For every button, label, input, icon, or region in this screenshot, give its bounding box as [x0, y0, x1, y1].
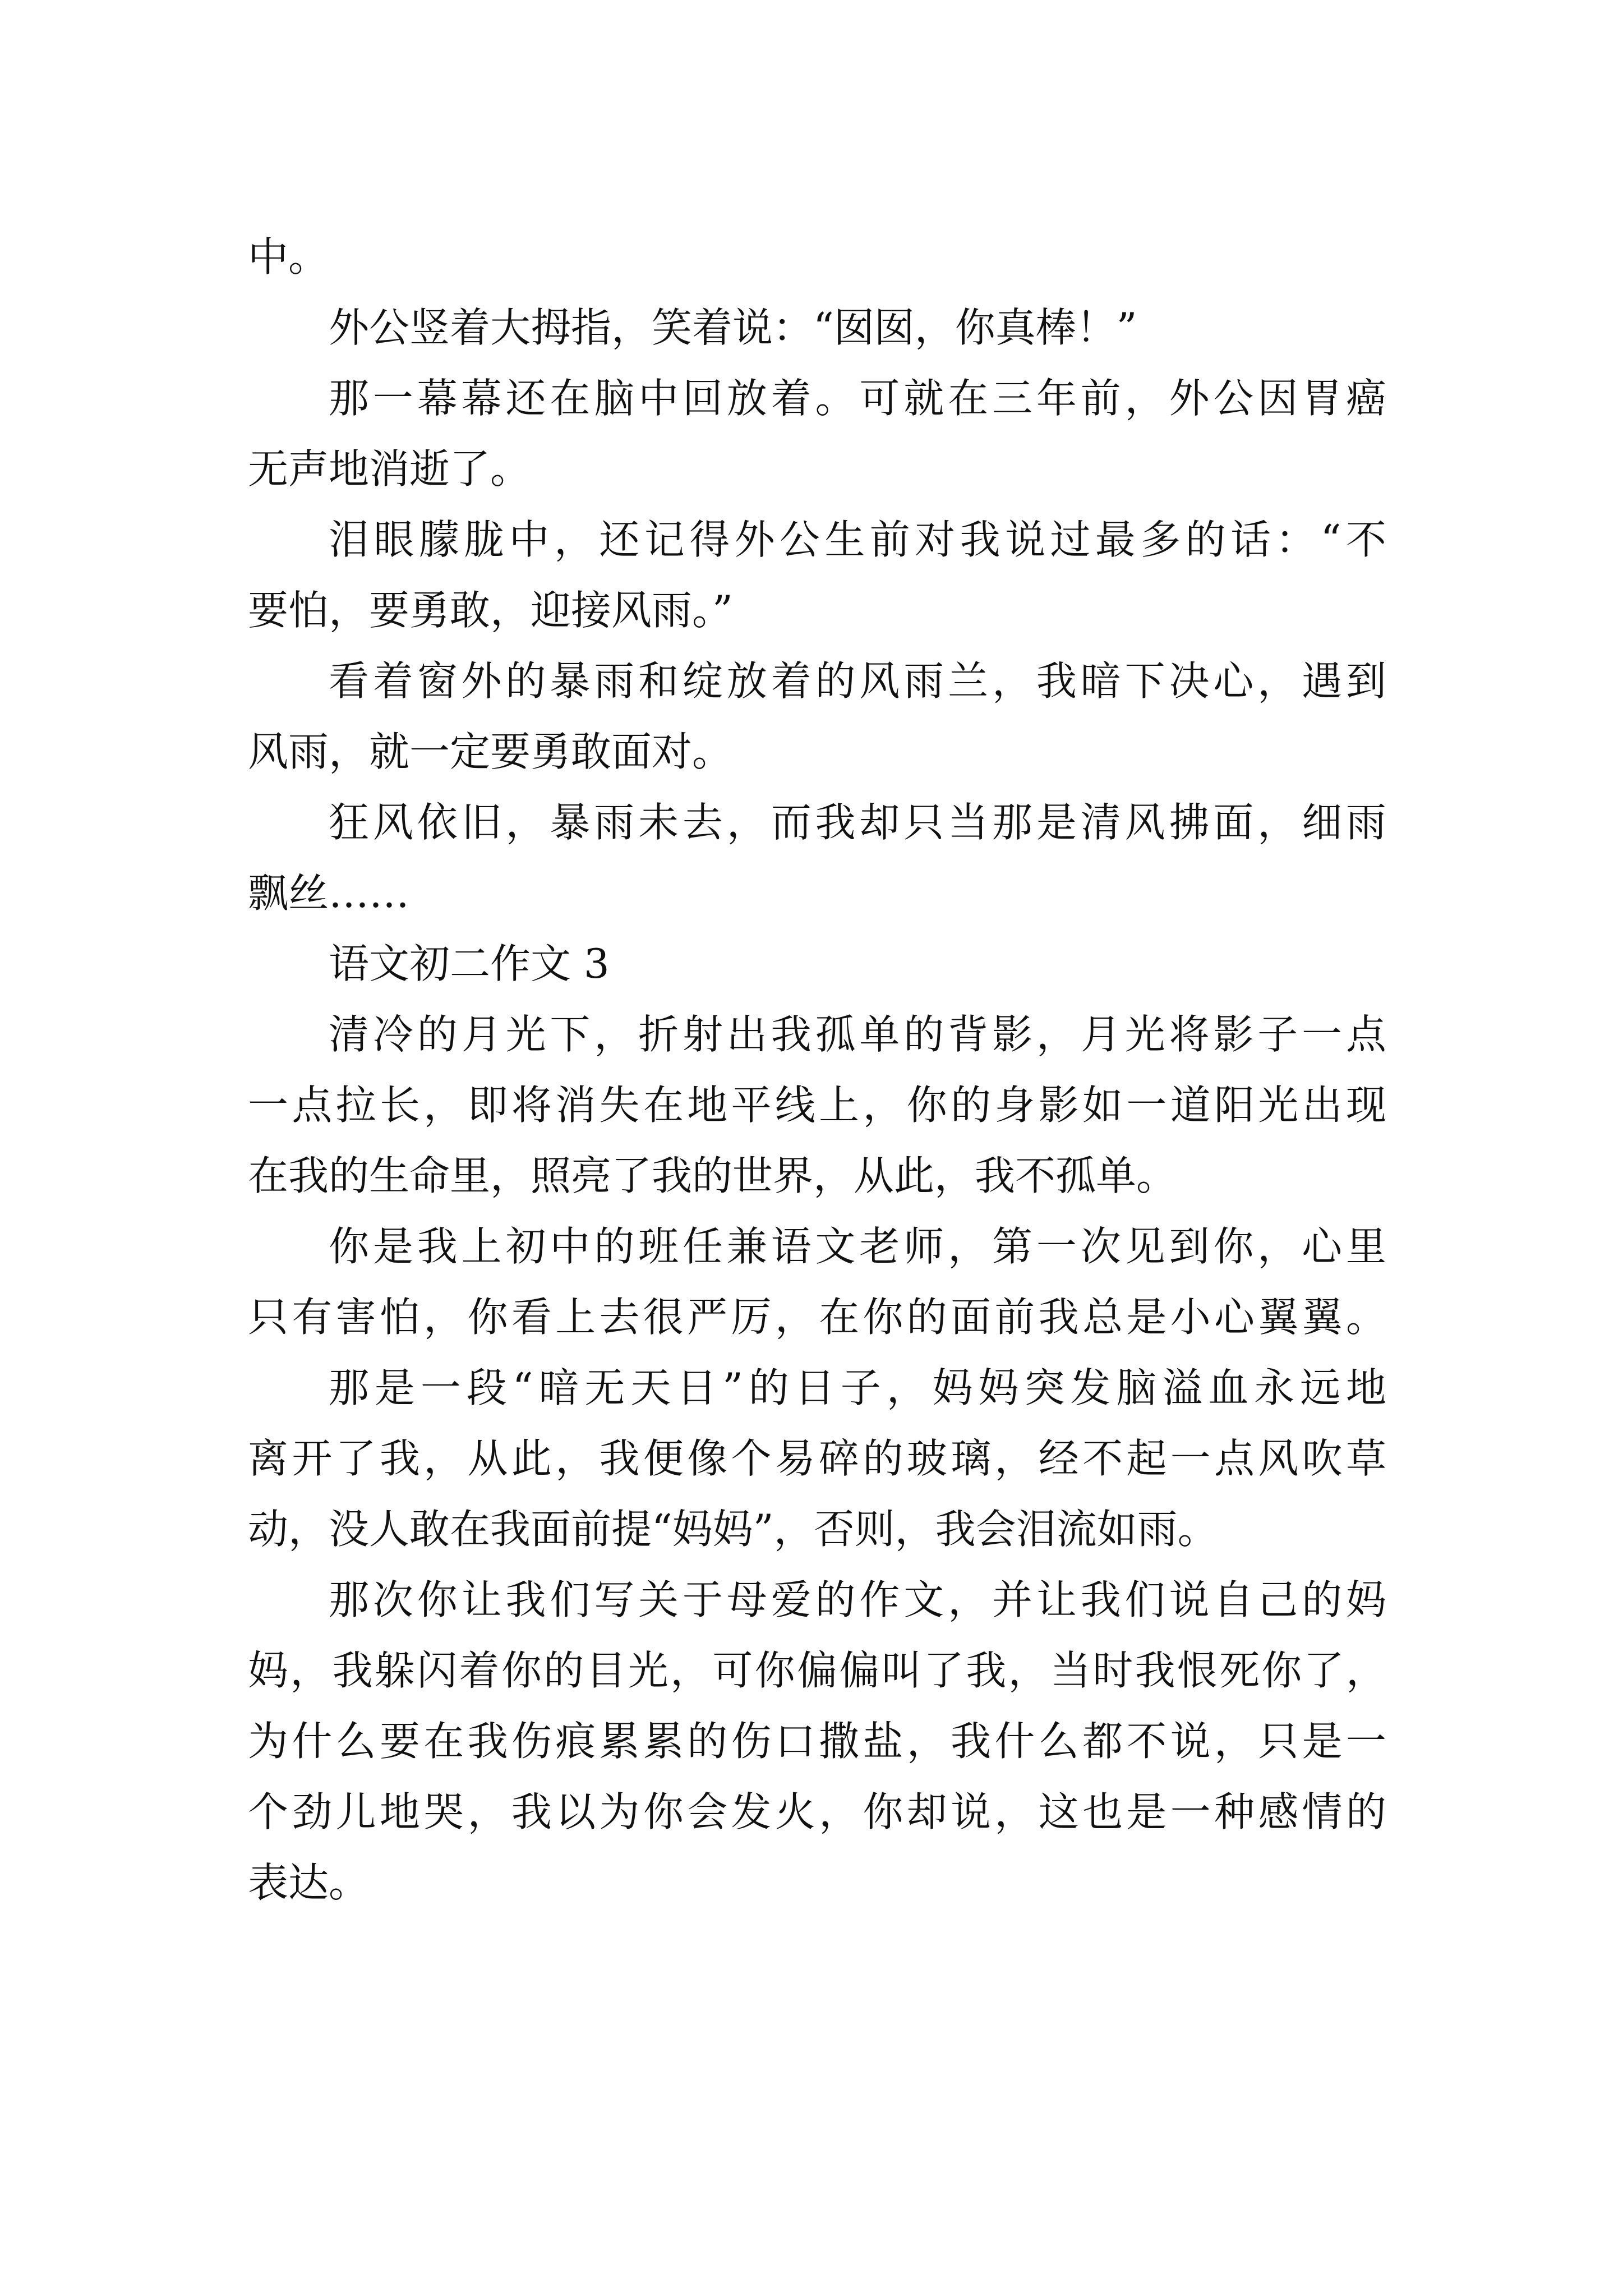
text-line: 个劲儿地哭，我以为你会发火，你却说，这也是一种感情的 — [248, 1788, 1386, 1835]
text-line: 只有害怕，你看上去很严厉，在你的面前我总是小心翼翼。 — [248, 1294, 1386, 1341]
text-line: 泪眼朦胧中，还记得外公生前对我说过最多的话：“不 — [329, 516, 1386, 563]
text-line: 中。 — [248, 233, 329, 280]
text-line: 狂风依旧，暴雨未去，而我却只当那是清风拂面，细雨 — [329, 799, 1386, 846]
text-line: 为什么要在我伤痕累累的伤口撒盐，我什么都不说，只是一 — [248, 1718, 1386, 1765]
text-line: 那是一段“暗无天日”的日子，妈妈突发脑溢血永远地 — [329, 1364, 1386, 1411]
text-line: 看着窗外的暴雨和绽放着的风雨兰，我暗下决心，遇到 — [329, 657, 1386, 705]
text-line: 那次你让我们写关于母爱的作文，并让我们说自己的妈 — [329, 1576, 1386, 1623]
text-line: 一点拉长，即将消失在地平线上，你的身影如一道阳光出现 — [248, 1082, 1386, 1129]
text-line: 那一幕幕还在脑中回放着。可就在三年前，外公因胃癌 — [329, 375, 1386, 422]
text-line: 外公竖着大拇指，笑着说：“囡囡，你真棒！” — [329, 304, 1137, 351]
section-heading: 语文初二作文 3 — [329, 940, 610, 987]
document-body — [248, 222, 1386, 1918]
text-line: 风雨，就一定要勇敢面对。 — [248, 728, 733, 775]
text-line: 离开了我，从此，我便像个易碎的玻璃，经不起一点风吹草 — [248, 1435, 1386, 1482]
text-line: 妈，我躲闪着你的目光，可你偏偏叫了我，当时我恨死你了， — [248, 1647, 1386, 1694]
text-line: 表达。 — [248, 1859, 370, 1906]
text-line: 无声地消逝了。 — [248, 445, 531, 493]
text-line: 要怕，要勇敢，迎接风雨。” — [248, 587, 733, 634]
text-line: 清冷的月光下，折射出我孤单的背影，月光将影子一点 — [329, 1011, 1386, 1058]
text-line: 飘丝…… — [248, 869, 410, 917]
text-line: 你是我上初中的班任兼语文老师，第一次见到你，心里 — [329, 1223, 1386, 1270]
text-line: 动，没人敢在我面前提“妈妈”，否则，我会泪流如雨。 — [248, 1506, 1218, 1553]
text-line: 在我的生命里，照亮了我的世界，从此，我不孤单。 — [248, 1152, 1177, 1199]
